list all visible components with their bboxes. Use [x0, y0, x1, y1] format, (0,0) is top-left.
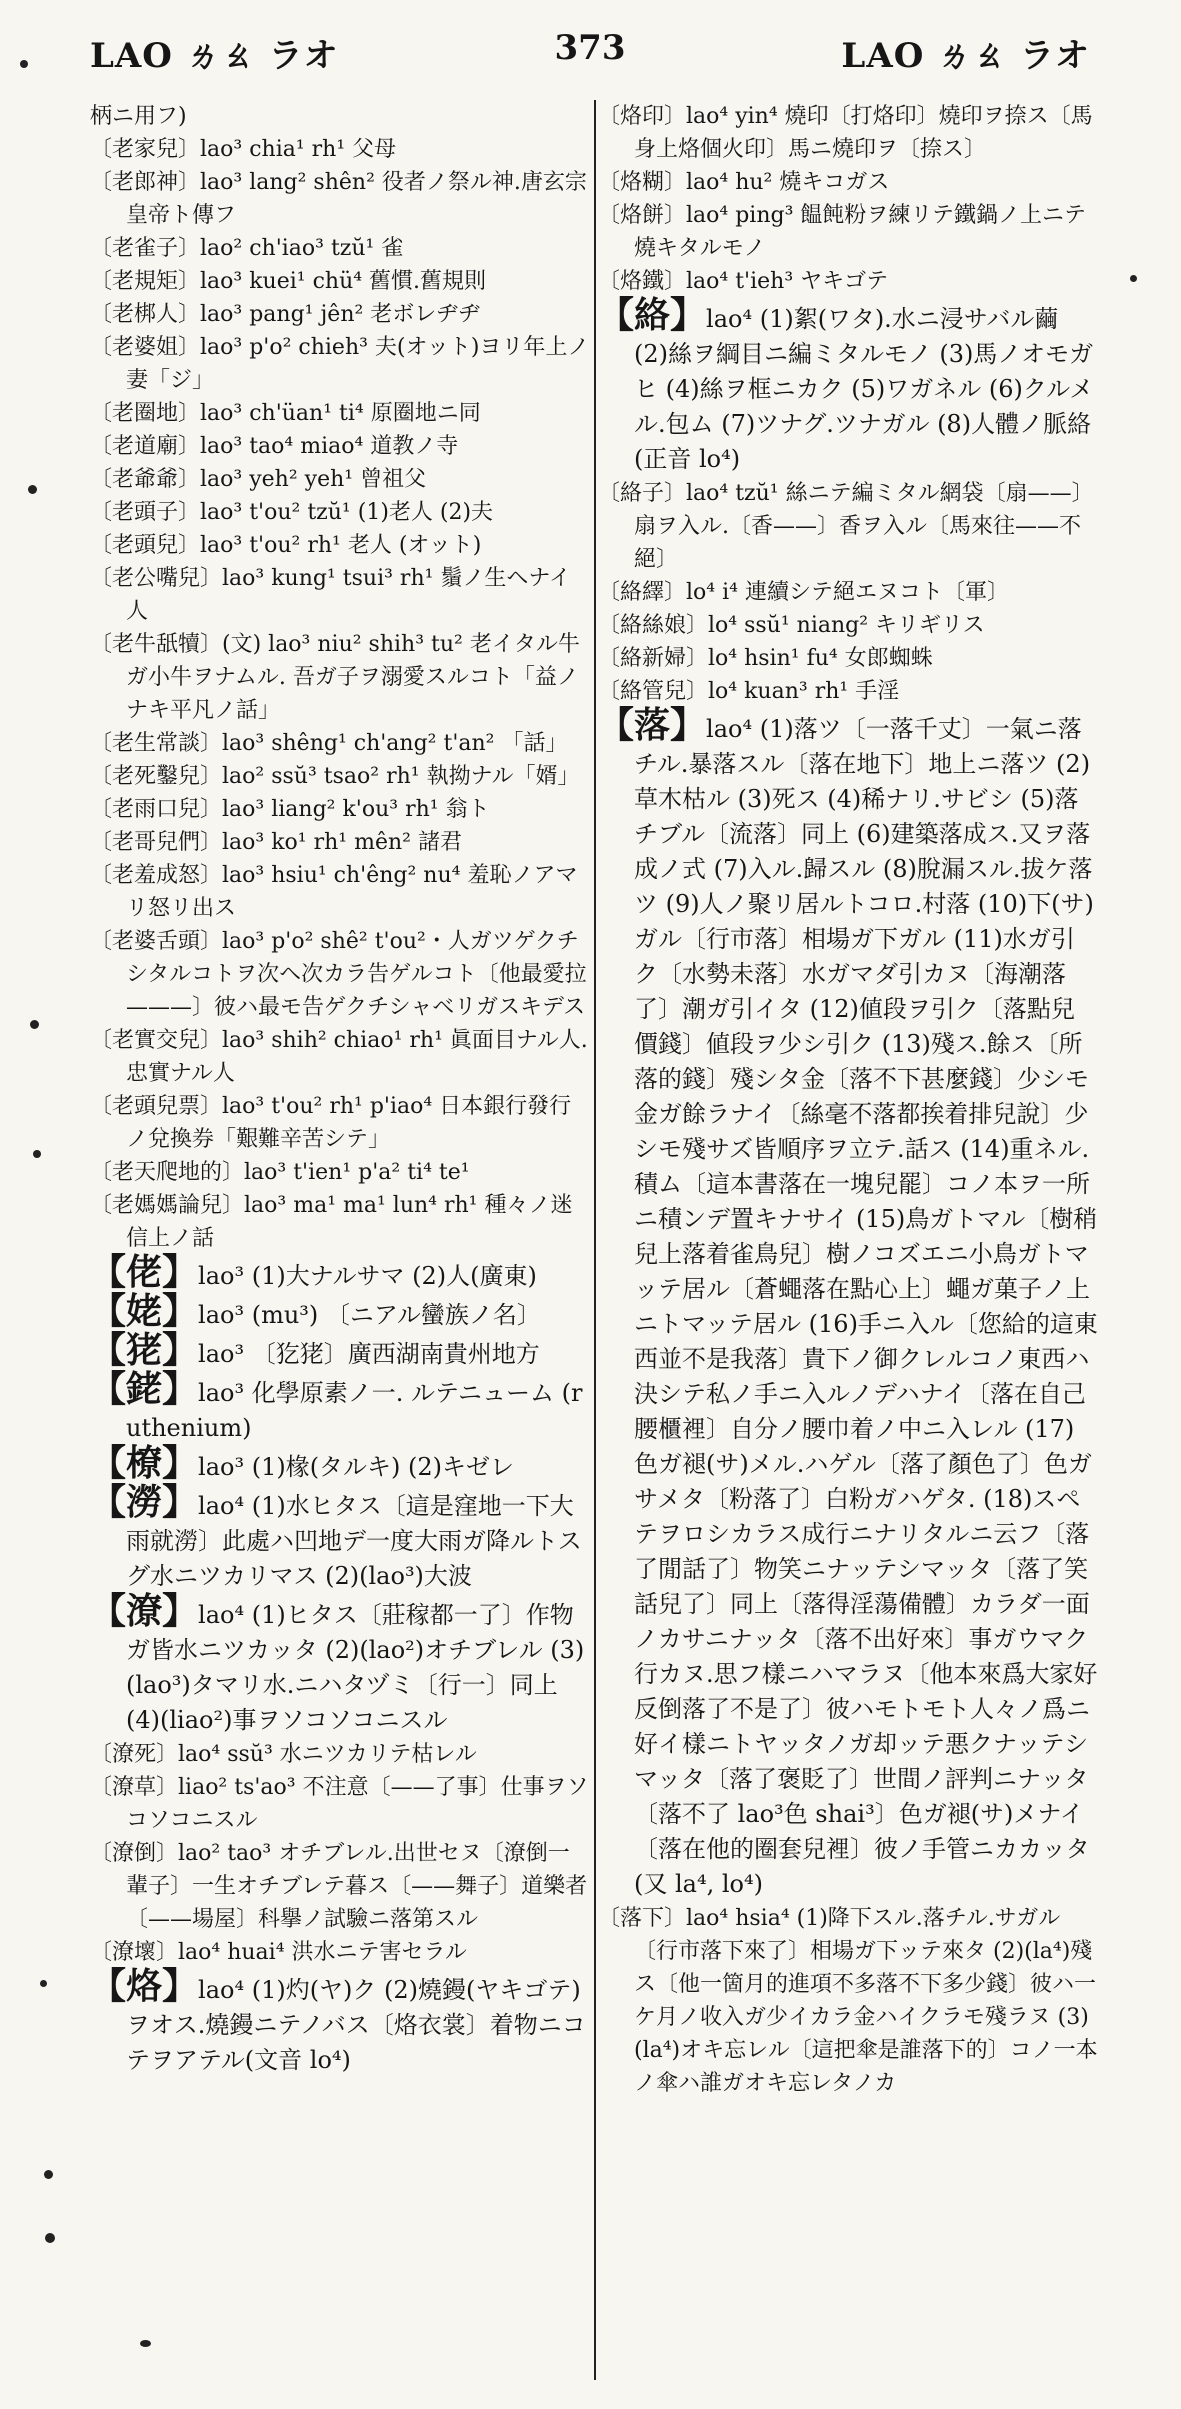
headword-entry: 【澇】lao⁴ (1)水ヒタス〔這是窪地一下大雨就澇〕此處ハ凹地デ一度大雨ガ降ルトスグ水ニツカリマス (2)(lao³)大波 — [90, 1481, 582, 1590]
dictionary-entry: 〔絡繹〕lo⁴ i⁴ 連續シテ絕エヌコト〔軍〕 — [598, 580, 1009, 605]
headword-entry: 【銠】lao³ 化學原素ノ一. ルテニューム (ruthenium) — [90, 1368, 583, 1442]
headword-char: 【姥】 — [90, 1290, 199, 1332]
headword-entry: 【狫】lao³ 〔犵狫〕廣西湖南貴州地方 — [90, 1329, 540, 1371]
dictionary-entry: 〔烙印〕lao⁴ yin⁴ 燒印〔打烙印〕燒印ヲ捺ス〔馬身上烙個火印〕馬ニ燒印ヲ〔捺ス〕 — [598, 104, 1093, 162]
page-number: 373 — [554, 28, 626, 68]
scan-speck — [1130, 275, 1137, 282]
dictionary-entry: 〔老哥兒們〕lao³ ko¹ rh¹ mên² 諸君 — [90, 830, 462, 855]
dictionary-entry: 〔絡新婦〕lo⁴ hsin¹ fu⁴ 女郎蜘蛛 — [598, 646, 933, 671]
scan-speck — [33, 1150, 41, 1158]
scan-speck — [20, 60, 28, 68]
dictionary-entry: 〔老頭子〕lao³ t'ou² tzŭ¹ (1)老人 (2)夫 — [90, 500, 494, 525]
dictionary-entry: 柄ニ用フ) — [90, 104, 187, 129]
dictionary-entry: 〔老婆舌頭〕lao³ p'o² shê² t'ou²・人ガツゲクチシタルコトヲ次ヘ次カラ告ゲルコト〔他最愛拉———〕彼ハ最モ告ゲクチシャベリガスキデス — [90, 929, 587, 1020]
running-head-left: LAO ㄌㄠ ラオ — [90, 36, 339, 76]
left-column — [90, 100, 590, 2078]
dictionary-entry: 〔烙餅〕lao⁴ ping³ 饂飩粉ヲ練リテ鐵鍋ノ上ニテ燒キタルモノ — [598, 203, 1086, 261]
dictionary-entry: 〔潦倒〕lao² tao³ オチブレル.出世セヌ〔潦倒一輩子〕一生オチブレテ暮ス〔——舞子〕道樂者〔——場屋〕科擧ノ試驗ニ落第スル — [90, 1841, 588, 1932]
dictionary-entry: 〔潦壞〕lao⁴ huai⁴ 洪水ニテ害セラル — [90, 1940, 467, 1965]
scan-speck — [45, 2233, 55, 2243]
dictionary-entry: 〔老牛舐犢〕(文) lao³ niu² shih³ tu² 老イタル牛ガ小牛ヲナムル. 吾ガ子ヲ溺愛スルコト「益ノナキ平凡ノ話」 — [90, 632, 580, 723]
scan-speck — [140, 2340, 151, 2347]
running-head-right: LAO ㄌㄠ ラオ — [841, 36, 1090, 76]
dictionary-entry: 〔老實交兒〕lao³ shih² chiao¹ rh¹ 眞面目ナル人.忠實ナル人 — [90, 1028, 588, 1086]
page-header — [90, 28, 1090, 88]
dictionary-entry: 〔老圈地〕lao³ ch'üan¹ ti⁴ 原圈地ニ同 — [90, 401, 481, 426]
headword-char: 【橑】 — [90, 1442, 199, 1484]
dictionary-entry: 〔烙鐵〕lao⁴ t'ieh³ ヤキゴテ — [598, 269, 889, 294]
dictionary-entry: 〔老生常談〕lao³ shêng¹ ch'ang² t'an² 「話」 — [90, 731, 568, 756]
dictionary-entry: 〔絡子〕lao⁴ tzŭ¹ 絲ニテ編ミタル網袋〔扇——〕扇ヲ入ル.〔香——〕香ヲ入ル〔馬來往——不絕〕 — [598, 481, 1094, 572]
dictionary-entry: 〔老公嘴兒〕lao³ kung¹ tsui³ rh¹ 鬚ノ生ヘナイ人 — [90, 566, 571, 624]
dictionary-entry: 〔烙糊〕lao⁴ hu² 燒キコガス — [598, 170, 890, 195]
dictionary-entry: 〔老家兒〕lao³ chia¹ rh¹ 父母 — [90, 137, 397, 162]
scan-speck — [40, 1980, 47, 1987]
dictionary-entry: 〔落下〕lao⁴ hsia⁴ (1)降下スル.落チル.サガル〔行市落下來了〕相場ガ下ッテ來タ (2)(la⁴)殘ス〔他一箇月的進項不多落不下多少錢〕彼ハ一ケ月ノ收入ガ少イカラ金ハイクラモ殘ラヌ (3)(la⁴)オキ忘レル〔這把傘是誰落下的〕コノ一本ノ傘ハ誰ガオキ忘レタノカ — [598, 1906, 1098, 2096]
column-divider — [594, 100, 596, 2380]
headword-char: 【佬】 — [90, 1251, 199, 1293]
headword-entry: 【姥】lao³ (mu³) 〔ニアル蠻族ノ名〕 — [90, 1290, 541, 1332]
dictionary-entry: 〔老規矩〕lao³ kuei¹ chü⁴ 舊慣.舊規則 — [90, 269, 487, 294]
dictionary-entry: 〔潦死〕lao⁴ ssŭ³ 水ニツカリテ枯レル — [90, 1742, 477, 1767]
headword-char: 【絡】 — [598, 294, 707, 336]
headword-char: 【狫】 — [90, 1329, 199, 1371]
headword-entry: 【橑】lao³ (1)椽(タルキ) (2)キゼレ — [90, 1442, 515, 1484]
dictionary-entry: 〔老郎神〕lao³ lang² shên² 役者ノ祭ル神.唐玄宗皇帝ト傳フ — [90, 170, 587, 228]
dictionary-entry: 〔老梆人〕lao³ pang¹ jên² 老ボレヂヂ — [90, 302, 481, 327]
headword-entry: 【佬】lao³ (1)大ナルサマ (2)人(廣東) — [90, 1251, 537, 1293]
headword-entry: 【潦】lao⁴ (1)ヒタス〔莊稼都一了〕作物ガ皆水ニツカッタ (2)(lao²)オチブレル (3)(lao³)タマリ水.ニハタヅミ〔行一〕同上 (4)(liao²)事ヲソコソコニスル — [90, 1590, 585, 1734]
scan-speck — [28, 485, 37, 494]
headword-char: 【烙】 — [90, 1965, 199, 2007]
dictionary-entry: 〔絡管兒〕lo⁴ kuan³ rh¹ 手淫 — [598, 679, 900, 704]
headword-char: 【潦】 — [90, 1590, 199, 1632]
headword-char: 【澇】 — [90, 1481, 199, 1523]
dictionary-entry: 〔老雀子〕lao² ch'iao³ tzŭ¹ 雀 — [90, 236, 404, 261]
headword-char: 【銠】 — [90, 1368, 199, 1410]
dictionary-entry: 〔老媽媽論兒〕lao³ ma¹ ma¹ lun⁴ rh¹ 種々ノ迷信上ノ話 — [90, 1193, 573, 1251]
headword-char: 【落】 — [598, 704, 707, 746]
dictionary-entry: 〔絡絲娘〕lo⁴ ssŭ¹ niang² キリギリス — [598, 613, 985, 638]
dictionary-entry: 〔潦草〕liao² ts'ao³ 不注意〔——了事〕仕事ヲソコソコニスル — [90, 1775, 589, 1833]
dictionary-entry: 〔老道廟〕lao³ tao⁴ miao⁴ 道教ノ寺 — [90, 434, 459, 459]
dictionary-entry: 〔老婆姐〕lao³ p'o² chieh³ 夫(オット)ヨリ年上ノ妻「ジ」 — [90, 335, 590, 393]
right-column — [598, 100, 1098, 2100]
dictionary-entry: 〔老頭兒〕lao³ t'ou² rh¹ 老人 (オット) — [90, 533, 482, 558]
headword-entry: 【烙】lao⁴ (1)灼(ヤ)ク (2)燒鏝(ヤキゴテ)ヲオス.燒鏝ニテノバス〔烙衣裳〕着物ニコテヲアテル(文音 lo⁴) — [90, 1965, 586, 2074]
scan-speck — [30, 1020, 39, 1029]
scan-speck — [44, 2170, 53, 2179]
headword-entry: 【絡】lao⁴ (1)絮(ワタ).水ニ浸サバル繭 (2)絲ヲ綱目ニ編ミタルモノ (3)馬ノオモガヒ (4)絲ヲ框ニカク (5)ワガネル (6)クルメル.包ム (7)ツナグ.ツナガル (8)人體ノ脈絡(正音 lo⁴) — [598, 294, 1094, 473]
dictionary-entry: 〔老天爬地的〕lao³ t'ien¹ p'a² ti⁴ te¹ — [90, 1160, 470, 1185]
headword-entry: 【落】lao⁴ (1)落ツ〔一落千丈〕一氣ニ落チル.暴落スル〔落在地下〕地上ニ落ツ (2)草木枯ル (3)死ス (4)稀ナリ.サビシ (5)落チブル〔流落〕同上 (6)建築落成ス.又ヲ落成ノ式 (7)入ル.歸スル (8)脫漏スル.拔ケ落ツ (9)人ノ聚リ居ルトコロ.村落 (10)下(サ)ガル〔行市落〕相場ガ下ガル (11)水ガ引ク〔水勢未落〕水ガマダ引カヌ〔海潮落了〕潮ガ引イタ (12)値段ヲ引ク〔落點兒價錢〕値段ヲ少シ引ク (13)殘ス.餘ス〔所落的錢〕殘シタ金〔落不下甚麼錢〕少シモ金ガ餘ラナイ〔絲毫不落都挨着排兒說〕少シモ殘サズ皆順序ヲ立テ.話ス (14)重ネル.積ム〔這本書落在一塊兒罷〕コノ本ヲ一所ニ積ンデ置キナサイ (15)鳥ガトマル〔樹稍兒上落着雀鳥兒〕樹ノコズエニ小鳥ガトマッテ居ル〔蒼蠅落在點心上〕蠅ガ菓子ノ上ニトマッテ居ル (16)手ニ入ル〔您給的這東西並不是我落〕貴下ノ御クレルコノ東西ハ決シテ私ノ手ニ入ルノデハナイ〔落在自己腰櫃裡〕自分ノ腰巾着ノ中ニ入レル (17)色ガ褪(サ)メル.ハゲル〔落了顏色了〕色ガサメタ〔粉落了〕白粉ガハゲタ. (18)スペテヲロシカラス成行ニナリタルニ云フ〔落了閒話了〕物笑ニナッテシマッタ〔落了笑話兒了〕同上〔落得淫蕩備體〕カラダ一面ノカサニナッタ〔落不出好來〕事ガウマク行カヌ.思フ樣ニハマラヌ〔他本來爲大家好反倒落了不是了〕彼ハモトモト人々ノ爲ニ好イ樣ニトヤッタノガ却ッテ悪クナッテシマッタ〔落了褒貶了〕世間ノ評判ニナッタ〔落不了 lao³色 shai³〕色ガ褪(サ)メナイ〔落在他的圈套兒裡〕彼ノ手管ニカカッタ(又 la⁴, lo⁴) — [598, 704, 1098, 1898]
dictionary-entry: 〔老雨口兒〕lao³ liang² k'ou³ rh¹ 翁ト — [90, 797, 490, 822]
dictionary-entry: 〔老頭兒票〕lao³ t'ou² rh¹ p'iao⁴ 日本銀行發行ノ兌換券「艱難辛苦シテ」 — [90, 1094, 572, 1152]
dictionary-entry: 〔老爺爺〕lao³ yeh² yeh¹ 曾祖父 — [90, 467, 427, 492]
dictionary-entry: 〔老羞成怒〕lao³ hsiu¹ ch'êng² nu⁴ 羞恥ノアマリ怒リ出ス — [90, 863, 578, 921]
dictionary-entry: 〔老死鑿兒〕lao² ssŭ³ tsao² rh¹ 執拗ナル「婿」 — [90, 764, 580, 789]
